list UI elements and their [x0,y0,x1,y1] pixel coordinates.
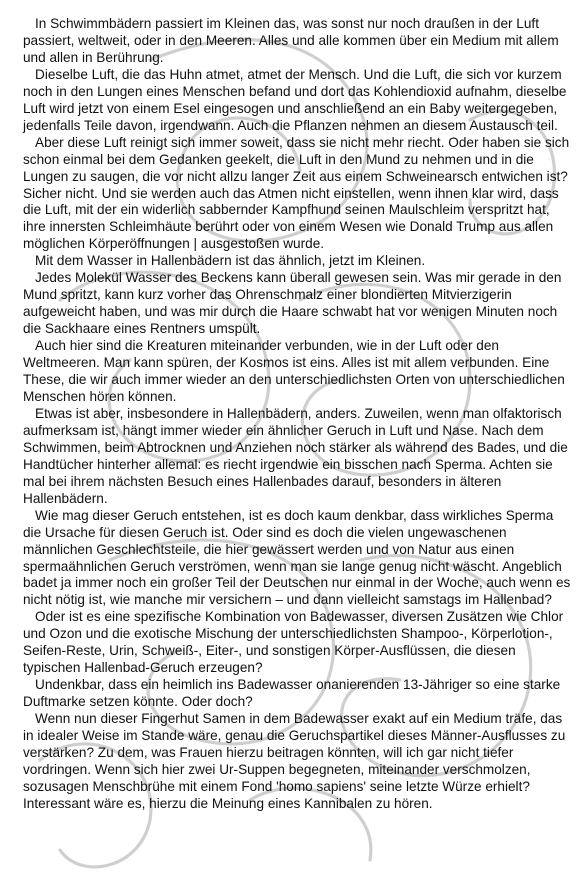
paragraph: Undenkbar, dass ein heimlich ins Badewasser onanierenden 13-Jähriger so eine starke Duftmarke setzen könnte. Oder doch? [23,677,561,710]
paragraph: Wenn nun dieser Fingerhut Samen in dem Badewasser exakt auf ein Medium träfe, das in idealer Weise im Stande wäre, genau die Geruchspartikel dieses Männer-Ausflusses zu verstärken? Zu dem, was Frauen hierzu beitragen könnten, will ich gar nicht tiefer vordringen. Wenn sich hier zwei Ur-Suppen begegneten, miteinander verschmolzen, sozusagen Menschbrühe mit einem Fond 'homo sapiens' seine letzte Würze erhielt? [23,711,566,794]
paragraph: Jedes Molekül Wasser des Beckens kann überall gewesen sein. Was mir gerade in den Mund spritzt, kann kurz vorher das Ohrenschmalz einer blondierten Mitvierzigerin aufgeweicht haben, und was mir durch die Haare schwabt hat vor wenigen Minuten noch die Sackhaare eines Rentners umspült. [23,270,562,337]
paragraph: Dieselbe Luft, die das Huhn atmet, atmet der Mensch. Und die Luft, die sich vor kurzem noch in den Lungen eines Menschen befand und dort das Kohlendioxid aufnahm, dieselbe Luft wird jetzt von einem Esel eingesogen und anschließend an ein Baby weitergegeben, jedenfalls Teile davon, irgendwann. Auch die Pflanzen nehmen an diesem Austausch teil. [23,66,567,133]
paragraph: Aber diese Luft reinigt sich immer soweit, dass sie nicht mehr riecht. Oder haben sie sich schon einmal bei dem Gedanken geekelt, die Luft in den Mund zu nehmen und in die Lungen zu saugen, die vor nicht allzu langer Zeit aus einem Schweinearsch entwichen ist? Sicher nicht. Und sie werden auch das Atmen nicht einstellen, wenn ihnen klar wird, dass die Luft, mit der ein widerlich sabbernder Kampfhund seinen Maulschleim verspritzt hat, ihre innersten Schleimhäute berührt oder von einem Wesen wie Donald Trump aus allen möglichen Körperöffnungen | ausgestoßen wurde. [23,134,570,252]
paragraph: In Schwimmbädern passiert im Kleinen das, was sonst nur noch draußen in der Luft passiert, weltweit, oder in den Meeren. Alles und alle kommen über ein Medium mit allem und allen in Berührung. [23,16,559,65]
document-body [23,16,575,813]
paragraph: Mit dem Wasser in Hallenbädern ist das ähnlich, jetzt im Kleinen. [35,253,426,269]
paragraph: Etwas ist aber, insbesondere in Hallenbädern, anders. Zuweilen, wenn man olfaktorisch aufmerksam ist, hängt immer wieder ein ähnlicher Geruch in Luft und Nase. Nach dem Schwimmen, beim Abtrocknen und Anziehen noch stärker als während des Bades, und die Handtücher hinterher allemal: es riecht irgendwie ein bisschen nach Sperma. Achten sie mal bei ihrem nächsten Besuch eines Hallenbades darauf, besonders in älteren Hallenbädern. [23,405,568,506]
paragraph: Auch hier sind die Kreaturen miteinander verbunden, wie in der Luft oder den Weltmeeren. Man kann spüren, der Kosmos ist eins. Alles ist mit allem verbunden. Eine These, die wir auch immer wieder an den unterschiedlichsten Orten von unterschiedlichen Menschen hören können. [23,338,565,404]
paragraph: Oder ist es eine spezifische Kombination von Badewasser, diversen Zusätzen wie Chlor und Ozon und die exotische Mischung der unterschiedlichsten Shampoo-, Körperlotion-, Seifen-Reste, Urin, Schweiß-, Eiter-, und sonstigen Körper-Ausflüssen, die diesen typischen Hallenbad-Geruch erzeugen? [23,609,564,676]
paragraph: Wie mag dieser Geruch entstehen, ist es doch kaum denkbar, dass wirkliches Sperma die Ursache für diesen Geruch ist. Oder sind es doch die vielen ungewaschenen männlichen Geschlechtsteile, die hier gewässert werden und von Natur aus einen spermaähnlichen Geruch verströmen, wenn man sie lange genug nicht wäscht. Angeblich badet ja immer noch ein großer Teil der Deutschen nur einmal in der Woche, auch wenn es nicht nötig ist, wie manche mir versichern – und dann vielleicht samstags im Hallenbad? [23,507,571,608]
closing-paragraph: Interessant wäre es, hierzu die Meinung eines Kannibalen zu hören. [23,795,433,811]
